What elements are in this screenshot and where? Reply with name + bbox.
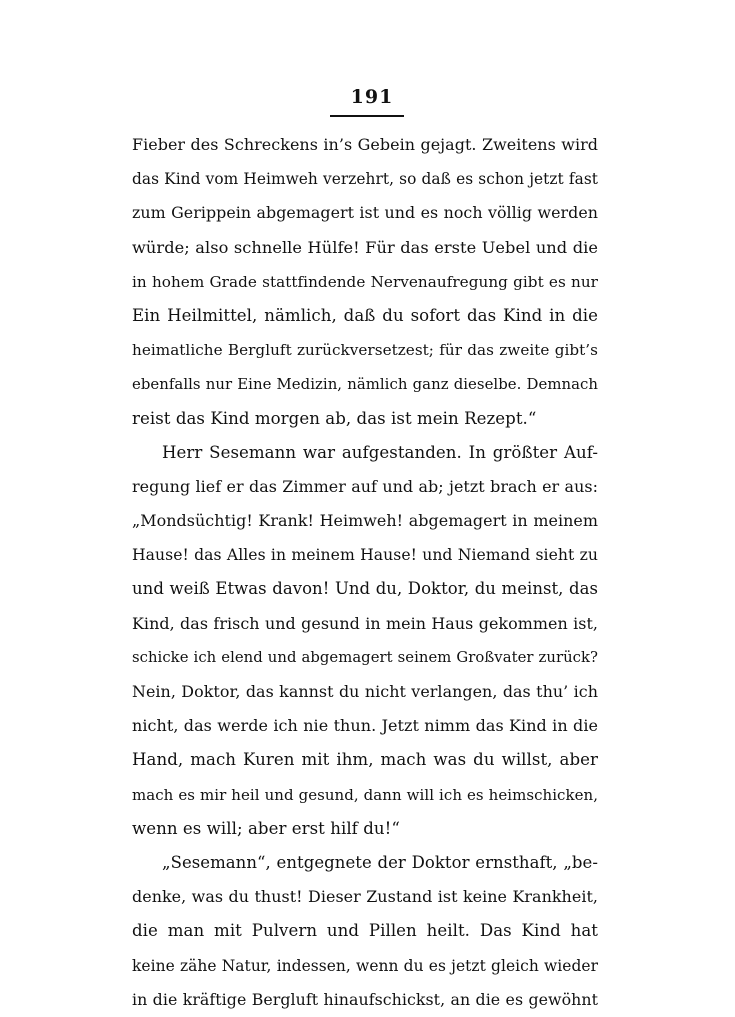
text-line: würde; also schnelle Hülfe! Für das erste Uebel und die: [132, 237, 598, 257]
text-line: „Mondsüchtig! Krank! Heimweh! abgemagert in meinem: [132, 511, 598, 531]
text-line: „Sesemann“, entgegnete der Doktor ernsthaft, „be-: [162, 852, 598, 872]
text-line: nicht, das werde ich nie thun. Jetzt nimm das Kind in die: [132, 716, 598, 736]
text-line: Herr Sesemann war aufgestanden. In größter Auf-: [162, 442, 598, 462]
text-line: zum Gerippein abgemagert ist und es noch völlig werden: [132, 203, 598, 223]
text-line: und weiß Etwas davon! Und du, Doktor, du meinst, das: [132, 579, 598, 599]
text-line: Hand, mach Kuren mit ihm, mach was du willst, aber: [132, 750, 598, 770]
text-line: Nein, Doktor, das kannst du nicht verlangen, das thu’ ich: [132, 682, 598, 701]
text-line: reist das Kind morgen ab, das ist mein Rezept.“: [132, 408, 537, 428]
text-line: das Kind vom Heimweh verzehrt, so daß es schon jetzt fast: [132, 170, 598, 189]
body-text: [132, 128, 598, 1017]
text-line: in hohem Grade stattfindende Nervenaufregung gibt es nur: [132, 272, 598, 291]
text-line: Kind, das frisch und gesund in mein Haus gekommen ist,: [132, 613, 598, 633]
text-line: keine zähe Natur, indessen, wenn du es jetzt gleich wieder: [132, 956, 598, 975]
text-line: die man mit Pulvern und Pillen heilt. Das Kind hat: [132, 921, 598, 941]
text-line: mach es mir heil und gesund, dann will ich es heimschicken,: [132, 785, 598, 804]
text-line: schicke ich elend und abgemagert seinem Großvater zurück?: [132, 648, 598, 666]
text-line: in die kräftige Bergluft hinaufschickst, an die es gewöhnt: [132, 989, 598, 1009]
text-line: Fieber des Schreckens in’s Gebein gejagt. Zweitens wird: [132, 135, 598, 154]
text-line: Ein Heilmittel, nämlich, daß du sofort das Kind in die: [132, 305, 598, 325]
page-number: 191: [350, 86, 394, 108]
text-line: regung lief er das Zimmer auf und ab; jetzt brach er aus:: [132, 476, 598, 496]
text-line: heimatliche Bergluft zurückversetzest; für das zweite gibt’s: [132, 341, 598, 360]
text-line: Hause! das Alles in meinem Hause! und Niemand sieht zu: [132, 545, 598, 565]
text-line: wenn es will; aber erst hilf du!“: [132, 818, 400, 838]
header-rule: [330, 115, 404, 117]
text-line: ebenfalls nur Eine Medizin, nämlich ganz dieselbe. Demnach: [132, 375, 598, 394]
text-line: denke, was du thust! Dieser Zustand ist keine Krankheit,: [132, 887, 598, 907]
